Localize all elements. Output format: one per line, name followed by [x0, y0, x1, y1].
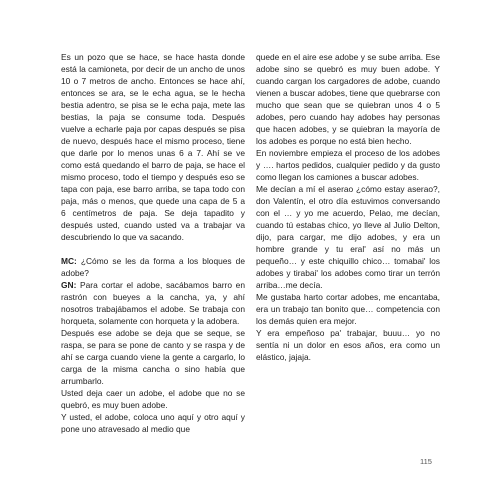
- interviewee-label: GN:: [61, 280, 77, 290]
- paragraph-drop-test: Usted deja caer un adobe, el adobe que no se quebró, es muy buen adobe.: [61, 388, 245, 410]
- paragraph-november: En noviembre empieza el proceso de los adobes y …. hartos pedidos, cualquier pedido y da gusto como llegan los camiones a buscar adobes.: [256, 148, 440, 182]
- question-text: ¿Cómo se les da forma a los bloques de adobe?: [61, 256, 245, 278]
- page-number: 115: [420, 457, 432, 466]
- answer-paragraph: [61, 279, 245, 327]
- paragraph-memory: Me decían a mí el aserao ¿cómo estay aserao?, don Valentín, el otro día estuvimos conversando con el … y yo me acuerdo, Pelao, me decían, cuando tú estabas chico, yo lleve al Julio Delton, dijo, para cargar, me dijo adobes, y era un hombre grande y tu eral' así no más un pequeño… y este chiquillo chico… tomabai' los adobes y tirabai' los adobes como tirar un terrón arriba…me decía.: [256, 184, 440, 290]
- left-text-column: [61, 51, 245, 435]
- paragraph-quality: quede en el aire ese adobe y se sube arriba. Ese adobe sino se quebró es muy buen adobe. Y cuando cargan los cargadores de adobe, cuando vienen a buscar adobes, tiene que quebrarse con mucho que sean que se quiebran unos 4 o 5 adobes, pero cuando hay adobes hay personas que hacen adobes, y se quiebran la mayoría de los adobes es porque no está bien hecho.: [256, 52, 440, 146]
- paragraph-adobe-pit: Es un pozo que se hace, se hace hasta donde está la camioneta, por decir de un ancho de unos 10 o 7 metros de ancho. Entonces se hace ahí, entonces se ara, se le echa agua, se le hecha bestia adentro, se pisa se le echa paja, mete las bestias, la paja se consume toda. Después vuelve a echarle paja por capas después se pisa de nuevo, después hace el mismo proceso, tiene que darle por lo menos unas 6 a 7. Ahí se ve como está quedando el barro de paja, se hace el mismo proceso, todo el tiempo y después eso se tapa con paja, ese barro arriba, se tapa todo con paja, más o menos, que quede una capa de 5 a 6 centímetros de paja. Se deja tapadito y después usted, cuando usted va a trabajar va descubriendo lo que va sacando.: [61, 52, 245, 242]
- answer-text: Para cortar el adobe, sacábamos barro en rastrón con bueyes a la cancha, ya, y ahí nosotros trabajábamos el adobe. Se trabaja con horqueta, solamente con horqueta y la adobera.: [61, 280, 245, 326]
- paragraph-drying: Después ese adobe se deja que se seque, se raspa, se para se pone de canto y se raspa y de ahí se carga cuando viene la gente a cargarlo, lo carga de la misma cancha o sino había que arrumbarlo.: [61, 328, 245, 386]
- paragraph-stacking: Y usted, el adobe, coloca uno aquí y otro aquí y pone uno atravesado al medio que: [61, 412, 245, 434]
- paragraph-spacer: [61, 243, 245, 255]
- paragraph-enjoyment: Me gustaba harto cortar adobes, me encantaba, era un trabajo tan bonito que… competencia con los demás quien era mejor.: [256, 292, 440, 326]
- right-text-column: [256, 51, 440, 363]
- paragraph-youth: Y era empeñoso pa' trabajar, buuu… yo no sentía ni un dolor en esos años, era como un elástico, jajaja.: [256, 328, 440, 362]
- interviewer-label: MC:: [61, 256, 77, 266]
- question-paragraph: [61, 255, 245, 279]
